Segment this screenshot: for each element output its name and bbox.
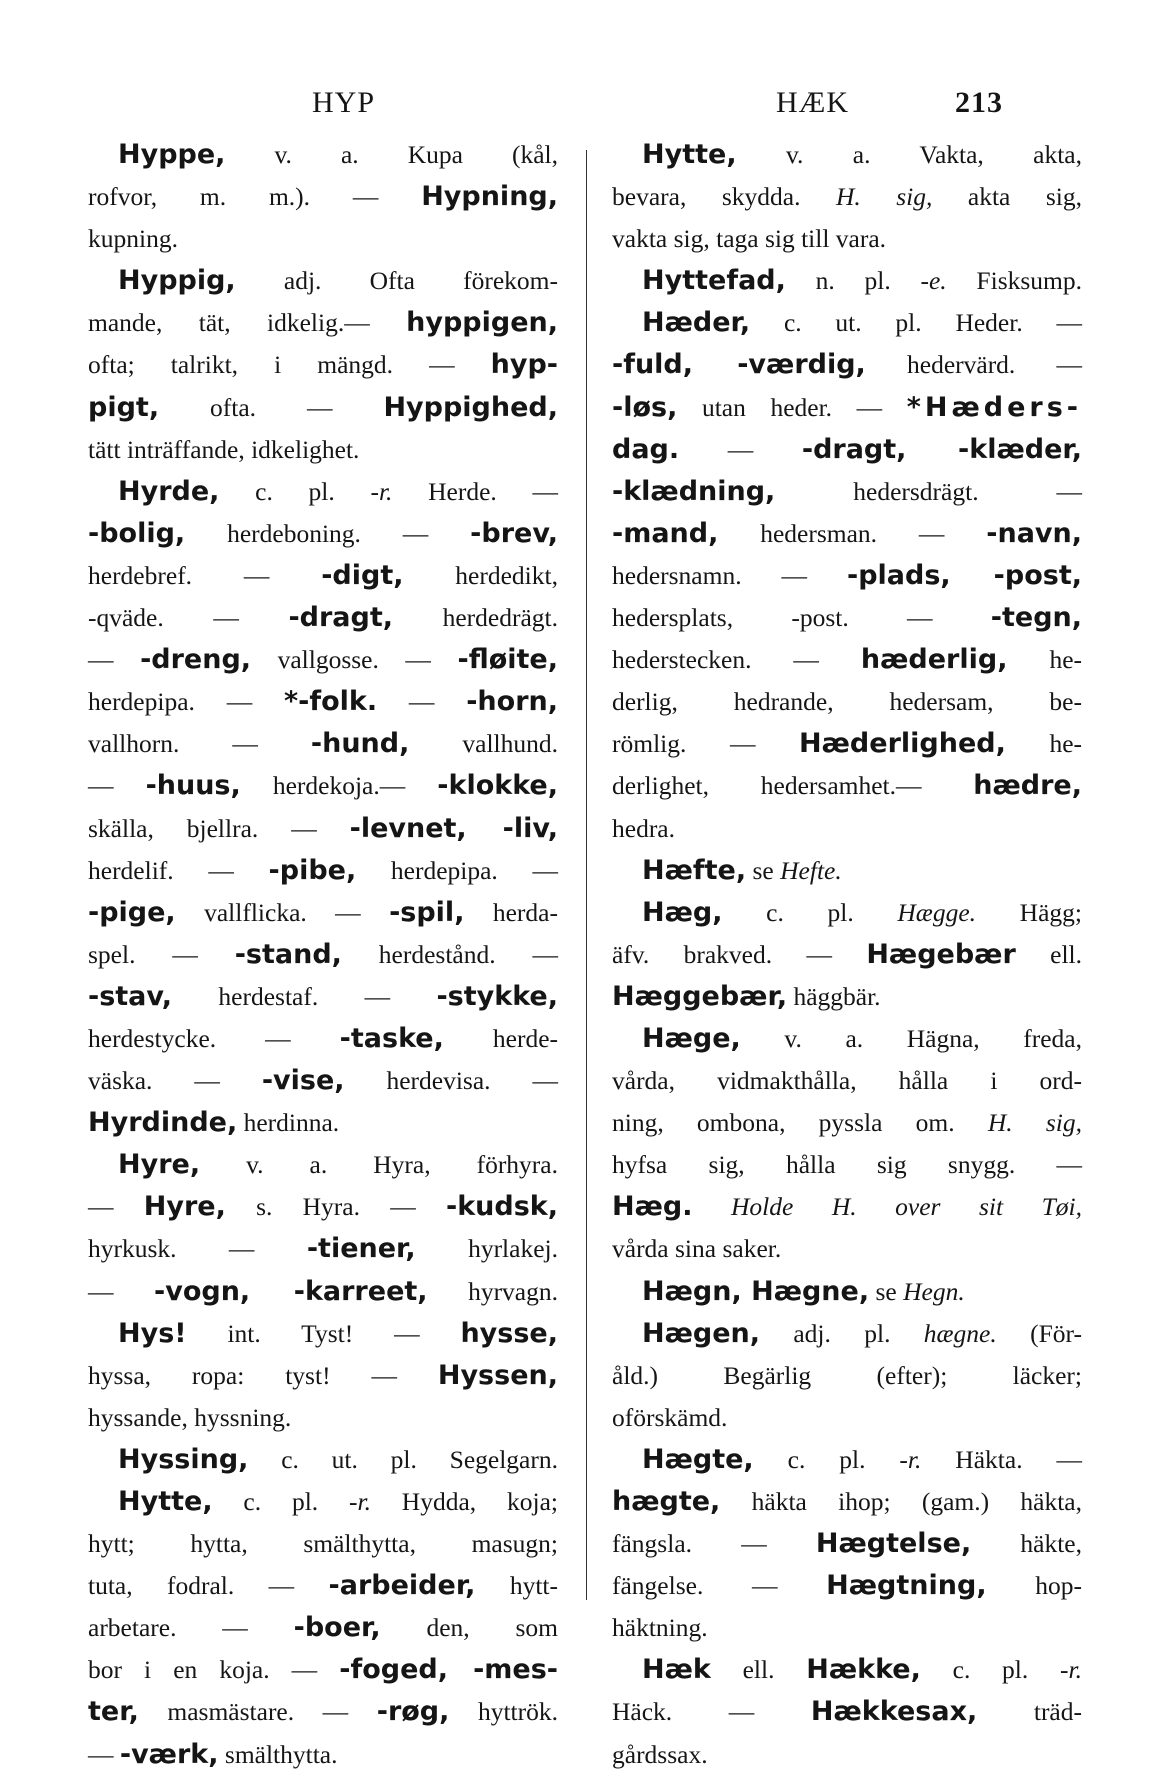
headword: hyppigen,: [406, 307, 558, 339]
definition-text: vallgosse. —: [251, 645, 458, 675]
definition-text: rofvor, m. m.). —: [88, 182, 422, 212]
entry-line: [612, 681, 1082, 723]
entry-line: [88, 513, 558, 555]
entry-line: [612, 1734, 1082, 1776]
headword: Hyre,: [143, 1191, 226, 1223]
definition-text: hyssande, hyssning.: [88, 1402, 292, 1432]
headword: Hyppe,: [118, 139, 226, 170]
definition-text: hedervärd. —: [865, 350, 1082, 380]
right-column: [612, 134, 1082, 1776]
headword: ter,: [88, 1696, 139, 1728]
italic-text: -r.: [370, 476, 393, 506]
definition-text: hyrvagn.: [427, 1276, 559, 1306]
definition-text: ning, ombona, pyssla om.: [612, 1108, 988, 1138]
definition-text: derlighet, hedersamhet.—: [612, 771, 974, 801]
entry-line: [612, 1271, 1082, 1313]
headword: -pige,: [88, 896, 176, 928]
definition-text: [692, 1192, 731, 1221]
entry-line: [88, 1523, 558, 1565]
definition-text: hyssa, ropa: tyst! —: [88, 1360, 438, 1390]
definition-text: c. pl.: [219, 476, 371, 506]
entry-line: [88, 1186, 558, 1228]
headword: hyp-: [490, 349, 558, 381]
definition-text: herdestånd. —: [341, 939, 558, 969]
headword: Hæk: [642, 1654, 711, 1686]
definition-text: herdepipa. —: [356, 855, 558, 885]
definition-text: herdinna.: [237, 1108, 340, 1138]
entry-line: [88, 597, 558, 639]
headword: Hys!: [118, 1317, 187, 1349]
definition-text: hedersdrägt. —: [775, 476, 1082, 506]
headword: -stav,: [88, 980, 173, 1012]
headword: Hæg.: [612, 1191, 693, 1223]
entry-line: [88, 765, 558, 807]
headword: Hægebær: [866, 938, 1016, 970]
definition-text: hyrkusk. —: [88, 1234, 307, 1264]
entry-line: [88, 976, 558, 1018]
entry-line: [88, 176, 558, 218]
entry-line: [88, 260, 558, 302]
headword: -brev,: [470, 517, 558, 549]
headword: -kudsk,: [446, 1191, 558, 1223]
entry-line: [88, 1481, 558, 1523]
definition-text: hytt-: [475, 1571, 558, 1601]
headword: Hytte,: [642, 139, 737, 170]
headword: Hæge,: [642, 1022, 741, 1054]
headword: hæderlig,: [860, 644, 1008, 676]
headword: -horn,: [466, 686, 558, 718]
entry-line: [612, 1186, 1082, 1228]
entry-line: [612, 934, 1082, 976]
headword: Hække,: [806, 1654, 921, 1686]
headword: -dragt, -klæder,: [801, 433, 1082, 465]
italic-text: H. sig,: [987, 1108, 1082, 1138]
entry-line: [612, 1691, 1082, 1733]
definition-text: he-: [1005, 729, 1083, 759]
headword: -tegn,: [990, 602, 1082, 634]
definition-text: —: [679, 434, 802, 464]
definition-text: hedersman. —: [718, 518, 987, 548]
entry-line: [612, 1607, 1082, 1649]
definition-text: ell.: [1015, 939, 1082, 969]
definition-text: c. pl.: [753, 1444, 900, 1474]
definition-text: int. Tyst! —: [186, 1318, 461, 1348]
definition-text: —: [88, 1739, 120, 1769]
entry-line: [88, 934, 558, 976]
headword: dag.: [612, 433, 680, 465]
headword: -taske,: [339, 1022, 444, 1054]
definition-text: adj. pl.: [760, 1318, 924, 1348]
headword: pigt,: [88, 391, 160, 423]
italic-text: -r.: [899, 1444, 922, 1474]
definition-text: herdedikt,: [403, 560, 558, 590]
headword: Hyssen,: [437, 1359, 558, 1391]
headword: Hyppig,: [118, 265, 236, 297]
italic-text: Hegn.: [903, 1276, 965, 1306]
definition-text: adj. Ofta förekom-: [235, 266, 558, 296]
definition-text: c. pl.: [722, 897, 898, 927]
italic-text: hægne.: [923, 1318, 997, 1348]
entry-line: [612, 1102, 1082, 1144]
definition-text: åld.) Begärlig (efter); läcker;: [612, 1360, 1082, 1390]
headword: -klædning,: [612, 475, 776, 507]
definition-text: derlig, hedrande, hedersam, be-: [612, 687, 1082, 717]
definition-text: herdebref. —: [88, 560, 322, 590]
definition-text: vakta sig, taga sig till vara.: [612, 224, 887, 254]
entry-line: [88, 1691, 558, 1733]
definition-text: arbetare. —: [88, 1613, 294, 1643]
entry-line: [612, 513, 1082, 555]
definition-text: akta sig,: [932, 182, 1082, 212]
definition-text: v. a. Vakta, akta,: [736, 140, 1082, 169]
headword: Hægn, Hægne,: [642, 1275, 870, 1307]
entry-line: [88, 1018, 558, 1060]
definition-text: c. ut. pl. Heder. —: [750, 308, 1082, 338]
definition-text: häkte,: [971, 1529, 1082, 1559]
entry-line: [88, 1102, 558, 1144]
entry-line: [88, 1649, 558, 1691]
definition-text: hyttrök.: [449, 1697, 558, 1727]
headword: -pibe,: [268, 854, 357, 886]
entry-line: [88, 1734, 558, 1776]
headword: -arbeider,: [328, 1570, 476, 1602]
definition-text: herdestaf. —: [172, 981, 437, 1011]
running-head-right: HÆK: [776, 86, 850, 119]
definition-text: herda-: [464, 897, 558, 927]
entry-line: [612, 218, 1082, 260]
definition-text: hedersnamn. —: [612, 560, 848, 590]
entry-line: [612, 1565, 1082, 1607]
headword: -fuld, -værdig,: [612, 349, 866, 381]
entry-line: [612, 1144, 1082, 1186]
definition-text: hyfsa sig, hålla sig snygg. —: [612, 1150, 1082, 1180]
headword: -klokke,: [437, 770, 559, 802]
definition-text: herdelif. —: [88, 855, 269, 885]
entry-line: [612, 1523, 1082, 1565]
definition-text: s. Hyra. —: [225, 1192, 446, 1222]
definition-text: herdestycke. —: [88, 1023, 340, 1053]
definition-text: Hägg;: [976, 897, 1082, 927]
entry-line: [612, 1060, 1082, 1102]
entry-line: [88, 1565, 558, 1607]
headword: -huus,: [145, 770, 241, 802]
headword: -foged, -mes-: [339, 1654, 558, 1686]
headword: -løs,: [612, 391, 678, 423]
definition-text: mande, tät, idkelig.—: [88, 308, 407, 338]
definition-text: ofta. —: [159, 392, 384, 422]
headword: hysse,: [460, 1317, 558, 1349]
headword: -digt,: [321, 559, 404, 591]
entry-line: [88, 1271, 558, 1313]
headword: Hæggebær,: [612, 980, 788, 1012]
entry-line: [88, 723, 558, 765]
definition-text: häktning.: [612, 1613, 708, 1643]
headword: -spil,: [389, 896, 465, 928]
headword: Hyssing,: [118, 1443, 249, 1475]
headword: -røg,: [376, 1696, 450, 1728]
italic-text: -e.: [920, 266, 947, 296]
headword: Hytte,: [118, 1486, 213, 1517]
definition-text: vårda sina saker.: [612, 1234, 782, 1264]
entry-line: [88, 218, 558, 260]
entry-line: [612, 1018, 1082, 1060]
definition-text: c. pl.: [212, 1487, 349, 1516]
definition-text: vallhund.: [409, 729, 558, 759]
entry-line: [88, 302, 558, 344]
definition-text: herdekoja.—: [240, 771, 438, 801]
headword: -levnet, -liv,: [349, 812, 558, 844]
definition-text: v. a. Hägna, freda,: [740, 1023, 1082, 1053]
headword: -boer,: [293, 1612, 381, 1644]
headword: Hæg,: [642, 896, 723, 928]
definition-text: väska. —: [88, 1066, 262, 1096]
definition-text: hedra.: [612, 813, 676, 843]
definition-text: häggbär.: [787, 981, 881, 1011]
definition-text: v. a. Kupa (kål,: [225, 140, 558, 169]
definition-text: c. pl.: [920, 1655, 1061, 1685]
definition-text: hederstecken. —: [612, 645, 861, 675]
definition-text: Häkta. —: [921, 1444, 1082, 1474]
definition-text: herdevisa. —: [344, 1066, 558, 1096]
entry-line: [88, 1144, 558, 1186]
headword: *Hæders-: [906, 391, 1082, 423]
entry-line: [88, 387, 558, 429]
entry-line: [88, 344, 558, 386]
definition-text: fängelse. —: [612, 1571, 827, 1601]
entry-line: [612, 134, 1082, 176]
headword: -værk,: [119, 1738, 219, 1770]
left-column: [88, 134, 558, 1776]
definition-text: herde-: [443, 1023, 558, 1053]
entry-line: [612, 387, 1082, 429]
entry-line: [88, 850, 558, 892]
entry-line: [612, 808, 1082, 850]
headword: Hypning,: [421, 181, 558, 213]
headword: -bolig,: [88, 517, 186, 549]
entry-line: [612, 429, 1082, 471]
italic-text: -r.: [349, 1487, 371, 1516]
headword: *-folk.: [284, 686, 378, 718]
entry-line: [612, 597, 1082, 639]
headword: -plads, -post,: [847, 559, 1082, 591]
headword: Hægen,: [642, 1317, 761, 1349]
entry-line: [612, 976, 1082, 1018]
headword: -vogn, -karreet,: [154, 1275, 428, 1307]
definition-text: gårdssax.: [612, 1739, 708, 1769]
headword: -dragt,: [288, 602, 393, 634]
definition-text: tätt inträffande, idkelighet.: [88, 434, 360, 464]
entry-line: [612, 850, 1082, 892]
entry-line: [88, 892, 558, 934]
headword: Hækkesax,: [810, 1696, 978, 1728]
headword: -stand,: [234, 938, 342, 970]
headword: Hægtning,: [826, 1570, 987, 1602]
headword: -dreng,: [140, 644, 252, 676]
definition-text: se: [746, 855, 781, 885]
headword: Hægte,: [642, 1443, 754, 1475]
headword: -hund,: [310, 728, 410, 760]
definition-text: herdeboning. —: [185, 518, 471, 548]
definition-text: vårda, vidmakthålla, hålla i ord-: [612, 1066, 1082, 1096]
definition-text: n. pl.: [785, 266, 921, 296]
entry-line: [88, 1607, 558, 1649]
definition-text: Häck. —: [612, 1697, 811, 1727]
entry-line: [612, 176, 1082, 218]
definition-text: oförskämd.: [612, 1402, 728, 1432]
headword: Hyre,: [118, 1149, 201, 1181]
definition-text: bevara, skydda.: [612, 182, 836, 212]
column-divider: [586, 150, 587, 1600]
running-head-left: HYP: [312, 86, 376, 119]
headword: hædre,: [973, 770, 1082, 802]
definition-text: ofta; talrikt, i mängd. —: [88, 350, 491, 380]
entry-line: [88, 639, 558, 681]
page-number: 213: [955, 86, 1003, 119]
entry-line: [88, 429, 558, 471]
definition-text: hedersplats, -post. —: [612, 603, 991, 633]
entry-line: [612, 260, 1082, 302]
headword: Hyttefad,: [642, 265, 786, 297]
entry-line: [88, 1397, 558, 1439]
definition-text: spel. —: [88, 939, 235, 969]
headword: Hæderlighed,: [799, 728, 1006, 760]
entry-line: [88, 681, 558, 723]
italic-text: Holde H. over sit Tøi,: [731, 1192, 1083, 1222]
entry-line: [612, 1313, 1082, 1355]
definition-text: —: [88, 771, 146, 801]
definition-text: —: [88, 645, 141, 675]
headword: Hyrdinde,: [88, 1107, 238, 1139]
entry-line: [612, 471, 1082, 513]
headword: Hæder,: [642, 307, 751, 339]
definition-text: vallflicka. —: [175, 897, 390, 927]
definition-text: skälla, bjellra. —: [88, 813, 350, 843]
definition-text: äfv. brakved. —: [612, 939, 867, 969]
definition-text: v. a. Hyra, förhyra.: [200, 1150, 558, 1180]
headword: hægte,: [612, 1486, 721, 1517]
entry-line: [88, 555, 558, 597]
definition-text: fängsla. —: [612, 1529, 816, 1559]
definition-text: bor i en koja. —: [88, 1655, 340, 1685]
entry-line: [88, 1228, 558, 1270]
entry-line: [612, 1397, 1082, 1439]
entry-line: [612, 555, 1082, 597]
definition-text: römlig. —: [612, 729, 800, 759]
definition-text: Hydda, koja;: [370, 1487, 558, 1516]
entry-line: [88, 1439, 558, 1481]
entry-line: [612, 639, 1082, 681]
definition-text: häkta ihop; (gam.) häkta,: [720, 1487, 1082, 1516]
headword: Hægtelse,: [815, 1528, 972, 1560]
entry-line: [88, 134, 558, 176]
definition-text: c. ut. pl. Segelgarn.: [248, 1444, 558, 1474]
definition-text: se: [869, 1276, 904, 1306]
entry-line: [88, 1313, 558, 1355]
headword: Hæfte,: [642, 854, 747, 886]
definition-text: —: [377, 687, 467, 717]
definition-text: he-: [1007, 645, 1082, 675]
definition-text: träd-: [977, 1697, 1082, 1727]
entry-line: [612, 1228, 1082, 1270]
definition-text: tuta, fodral. —: [88, 1571, 329, 1601]
headword: -tiener,: [306, 1233, 416, 1265]
definition-text: masmästare. —: [138, 1697, 377, 1727]
entry-line: [612, 723, 1082, 765]
headword: -mand,: [612, 517, 719, 549]
italic-text: Hægge.: [897, 897, 977, 927]
definition-text: herdedrägt.: [393, 603, 558, 633]
definition-text: (För-: [996, 1318, 1082, 1348]
definition-text: herdepipa. —: [88, 687, 285, 717]
definition-text: -qväde. —: [88, 603, 289, 633]
definition-text: smälthytta.: [218, 1739, 338, 1769]
italic-text: -r.: [1060, 1655, 1082, 1685]
definition-text: hyrlakej.: [415, 1234, 558, 1264]
entry-line: [612, 344, 1082, 386]
entry-line: [612, 302, 1082, 344]
entry-line: [612, 1439, 1082, 1481]
definition-text: vallhorn. —: [88, 729, 311, 759]
definition-text: Herde. —: [392, 476, 559, 506]
entry-line: [612, 1649, 1082, 1691]
definition-text: den, som: [380, 1613, 559, 1643]
entry-line: [612, 892, 1082, 934]
entry-line: [88, 471, 558, 513]
headword: -navn,: [986, 517, 1082, 549]
definition-text: Fisksump.: [946, 266, 1082, 296]
headword: -fløite,: [457, 644, 558, 676]
headword: -vise,: [261, 1065, 345, 1097]
entry-line: [612, 765, 1082, 807]
italic-text: Hefte.: [780, 855, 842, 885]
italic-text: H. sig,: [835, 182, 933, 212]
headword: -stykke,: [436, 980, 558, 1012]
headword: Hyrde,: [118, 475, 220, 507]
entry-line: [88, 1060, 558, 1102]
entry-line: [612, 1355, 1082, 1397]
entry-line: [88, 808, 558, 850]
definition-text: hop-: [986, 1571, 1082, 1601]
entry-line: [88, 1355, 558, 1397]
definition-text: kupning.: [88, 224, 178, 254]
headword: Hyppighed,: [383, 391, 558, 423]
definition-text: hytt; hytta, smälthytta, masugn;: [88, 1529, 558, 1559]
definition-text: ell.: [710, 1655, 807, 1685]
definition-text: —: [88, 1276, 155, 1306]
entry-line: [612, 1481, 1082, 1523]
definition-text: —: [88, 1192, 144, 1222]
definition-text: utan heder. —: [677, 392, 907, 422]
